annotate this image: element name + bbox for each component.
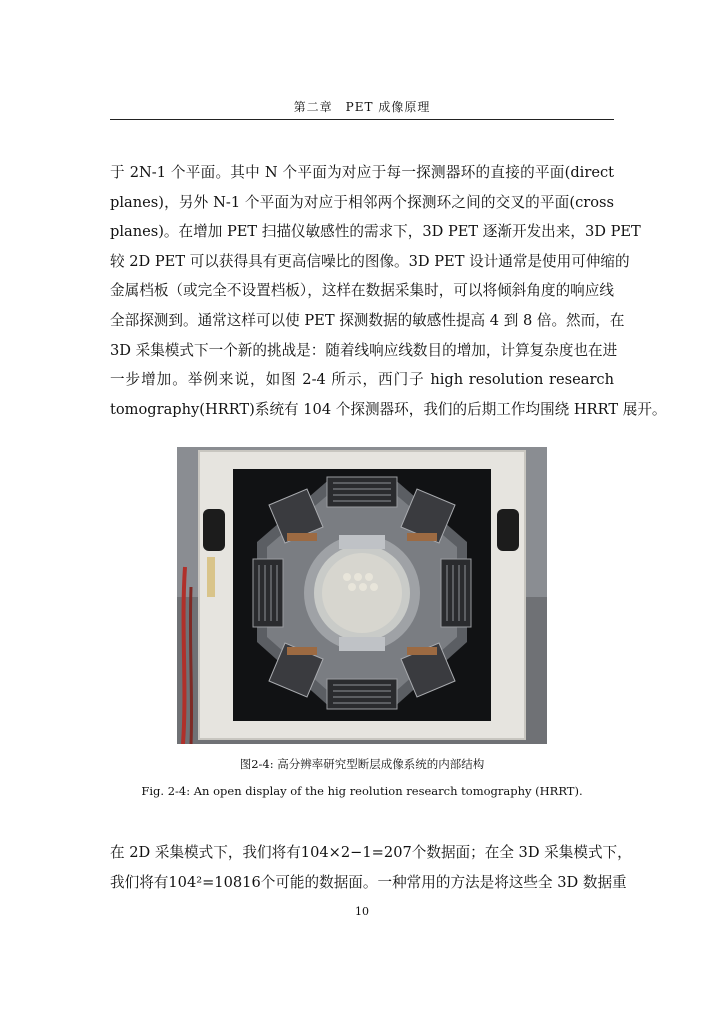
paragraph-1 [110,158,667,424]
text-line: 一步增加。举例来说，如图 2-4 所示，西门子 high resolution research [110,371,614,389]
hrrt-photo-illustration [177,447,547,744]
text-line: 全部探测到。通常这样可以使 PET 探测数据的敏感性提高 4 到 8 倍。然而，在 [110,311,625,329]
text-line: planes)，另外 N-1 个平面为对应于相邻两个探测环之间的交叉的平面(cross [110,193,614,211]
text-line: 我们将有104²=10816个可能的数据面。一种常用的方法是将这些全 3D 数据重 [110,873,627,891]
text-line: planes)。在增加 PET 扫描仪敏感性的需求下，3D PET 逐渐开发出来，3D PET [110,223,641,241]
text-line: 在 2D 采集模式下，我们将有104×2−1=207个数据面；在全 3D 采集模式下， [110,844,632,861]
header-rule [110,119,614,120]
text-line: 3D 采集模式下一个新的挑战是：随着线响应线数目的增加，计算复杂度也在进 [110,341,618,359]
figure-caption-english: Fig. 2-4: An open display of the hig reolution research tomography (HRRT). [141,784,583,798]
running-header: 第二章 PET 成像原理 [293,100,431,114]
figure-caption-chinese: 图2-4: 高分辨率研究型断层成像系统的内部结构 [239,757,485,771]
page-number: 10 [355,905,369,918]
text-line: 于 2N-1 个平面。其中 N 个平面为对应于每一探测器环的直接的平面(direct [110,164,614,181]
paragraph-2 [110,838,632,897]
text-line: 金属档板（或完全不设置档板），这样在数据采集时，可以将倾斜角度的响应线 [110,282,614,300]
text-line: tomography(HRRT)系统有 104 个探测器环，我们的后期工作均围绕 HRRT 展开。 [110,400,667,418]
text-line: 较 2D PET 可以获得具有更高信噪比的图像。3D PET 设计通常是使用可伸缩的 [110,252,630,270]
figure-hrrt-photo [177,447,547,744]
